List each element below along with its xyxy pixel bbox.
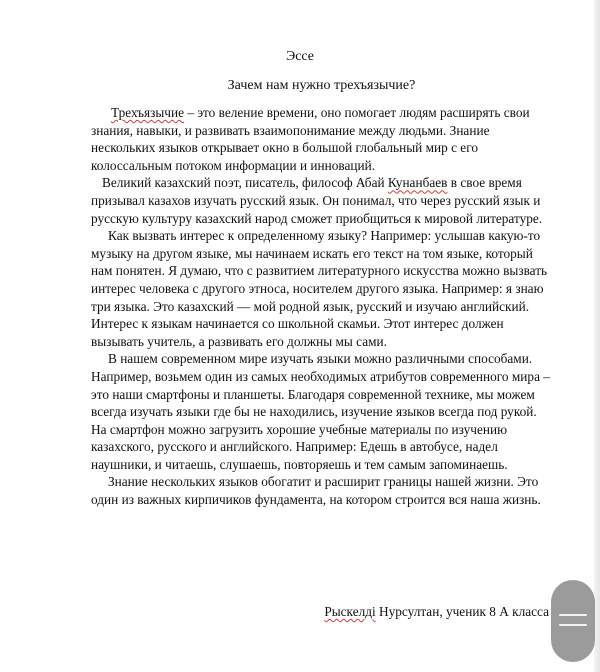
spellcheck-word: Кунанбаев [387,175,448,191]
handle-line [559,614,587,616]
paragraph-2 [91,174,551,227]
paragraph-1-text: – это веление времени, оно помогает людям расширять свои знания, навыки, и развивать взаимопонимание между людьми. Знание нескольких языков открывает окно в большой глобальный мир с его колоссальным потоком информации и инноваций. [91,105,530,173]
paragraph-4: В нашем современном мире изучать языки можно различными способами. Например, возьмем один из самых необходимых атрибутов современного мира – это наши смартфоны и планшеты. Благодаря современной технике, мы можем всегда изучать языки где бы не находились, изучение языков всегда под рукой. На смартфон можно загрузить хорошие учебные материалы по изучению казахского, русского и английского. Например: Едешь в автобусе, надел наушники, и читаешь, слушаешь, повторяешь и тем самым запоминаешь. [91,351,550,472]
handle-line [559,624,587,626]
subtitle-text: Зачем нам нужно трехъязычие? [227,78,416,93]
paragraph-3: Как вызвать интерес к определенному языку? Например: услышав какую-то музыку на другом языке, мы начинаем искать его текст на том языке, который нам понятен. Я думаю, что с развитием литературного искусства можно вызвать интерес человека с другого этноса, носителем другого языка. Например: я знаю три языка. Это казахский — мой родной язык, русский и изучаю английский. Интерес к языкам начинается со школьной скамьи. Этот интерес должен вызывать учитель, а развивать его должны мы сами. [91,228,548,349]
document-title: Эссе [285,49,315,64]
spellcheck-word: Трехъязычие [111,105,185,120]
paragraph-2-text-a: Великий казахский поэт, писатель, философ Абай [102,175,388,191]
signature-text: Нурсултан, ученик 8 А класса [375,604,549,619]
spellcheck-word: Рыскелді [324,604,376,619]
document-subtitle [0,78,600,94]
essay-body [91,104,551,509]
paragraph-1 [91,104,551,174]
paragraph-5: Знание нескольких языков обогатит и расширит границы нашей жизни. Это один из важных кирпичиков фундамента, на котором строится вся наша жизнь. [91,474,541,508]
menu-handle-icon[interactable] [551,580,595,662]
paragraph-2-text-b: в свое время призывал казахов изучать русский язык. Он понимал, что через русский язык и русскую культуру казахский народ сможет приобщиться к мировой литературе. [91,175,543,226]
page-edge [594,0,600,672]
signature [324,604,549,620]
